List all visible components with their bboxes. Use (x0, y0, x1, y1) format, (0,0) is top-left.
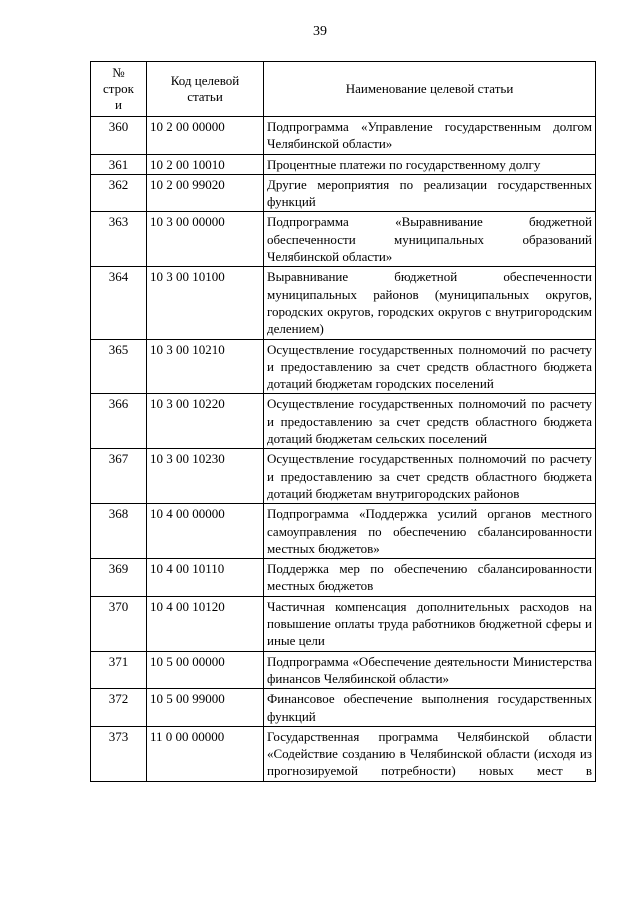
row-number-cell: 360 (91, 117, 147, 155)
target-name-cell: Выравнивание бюджетной обеспеченности муниципальных районов (муниципальных округов, городских округов, городских округов с внутригородским делением) (264, 267, 596, 339)
target-name-cell: Поддержка мер по обеспечению сбалансированности местных бюджетов (264, 559, 596, 597)
page-number: 39 (313, 24, 327, 39)
target-code-cell: 10 3 00 00000 (147, 212, 264, 267)
table-header-row (91, 62, 596, 117)
table-row (91, 726, 596, 781)
table-body (91, 117, 596, 782)
row-number-cell: 373 (91, 726, 147, 781)
table-row (91, 559, 596, 597)
target-name-cell: Частичная компенсация дополнительных расходов на повышение оплаты труда работников бюджетной сферы и иные цели (264, 596, 596, 651)
target-name-cell: Процентные платежи по государственному долгу (264, 154, 596, 174)
table-row (91, 596, 596, 651)
row-number-cell: 369 (91, 559, 147, 597)
target-name-cell: Подпрограмма «Управление государственным долгом Челябинской области» (264, 117, 596, 155)
target-code-cell: 10 4 00 10120 (147, 596, 264, 651)
target-articles-table (90, 61, 596, 782)
target-name-cell: Финансовое обеспечение выполнения государственных функций (264, 689, 596, 727)
row-number-cell: 362 (91, 174, 147, 212)
target-code-cell: 10 2 00 00000 (147, 117, 264, 155)
row-number-cell: 365 (91, 339, 147, 394)
target-code-cell: 10 4 00 10110 (147, 559, 264, 597)
table-row (91, 651, 596, 689)
target-code-cell: 10 5 00 99000 (147, 689, 264, 727)
table-row (91, 267, 596, 339)
row-number-cell: 368 (91, 504, 147, 559)
row-number-cell: 366 (91, 394, 147, 449)
table-row (91, 689, 596, 727)
header-name: Наименование целевой статьи (264, 62, 596, 117)
table-row (91, 154, 596, 174)
target-name-cell: Подпрограмма «Выравнивание бюджетной обеспеченности муниципальных образований Челябинской области» (264, 212, 596, 267)
target-code-cell: 10 3 00 10230 (147, 449, 264, 504)
header-row-number: № строк и (91, 62, 147, 117)
target-code-cell: 10 3 00 10210 (147, 339, 264, 394)
target-code-cell: 11 0 00 00000 (147, 726, 264, 781)
table-row (91, 212, 596, 267)
target-name-cell: Осуществление государственных полномочий по расчету и предоставлению за счет средств областного бюджета дотаций бюджетам внутригородских районов (264, 449, 596, 504)
table-row (91, 339, 596, 394)
row-number-cell: 364 (91, 267, 147, 339)
target-code-cell: 10 3 00 10100 (147, 267, 264, 339)
target-name-cell: Государственная программа Челябинской области «Содействие созданию в Челябинской области (исходя из прогнозируемой потребности) новых мест в (264, 726, 596, 781)
target-name-cell: Осуществление государственных полномочий по расчету и предоставлению за счет средств областного бюджета дотаций бюджетам городских поселений (264, 339, 596, 394)
target-code-cell: 10 4 00 00000 (147, 504, 264, 559)
row-number-cell: 363 (91, 212, 147, 267)
row-number-cell: 372 (91, 689, 147, 727)
header-code: Код целевой статьи (147, 62, 264, 117)
target-code-cell: 10 5 00 00000 (147, 651, 264, 689)
target-code-cell: 10 2 00 99020 (147, 174, 264, 212)
row-number-cell: 361 (91, 154, 147, 174)
table-row (91, 504, 596, 559)
table-row (91, 174, 596, 212)
target-code-cell: 10 3 00 10220 (147, 394, 264, 449)
table-row (91, 117, 596, 155)
table-row (91, 449, 596, 504)
target-code-cell: 10 2 00 10010 (147, 154, 264, 174)
target-name-cell: Осуществление государственных полномочий по расчету и предоставлению за счет средств областного бюджета дотаций бюджетам сельских поселений (264, 394, 596, 449)
target-name-cell: Подпрограмма «Поддержка усилий органов местного самоуправления по обеспечению сбалансированности местных бюджетов» (264, 504, 596, 559)
row-number-cell: 367 (91, 449, 147, 504)
row-number-cell: 371 (91, 651, 147, 689)
table-row (91, 394, 596, 449)
target-name-cell: Подпрограмма «Обеспечение деятельности Министерства финансов Челябинской области» (264, 651, 596, 689)
row-number-cell: 370 (91, 596, 147, 651)
target-name-cell: Другие мероприятия по реализации государственных функций (264, 174, 596, 212)
